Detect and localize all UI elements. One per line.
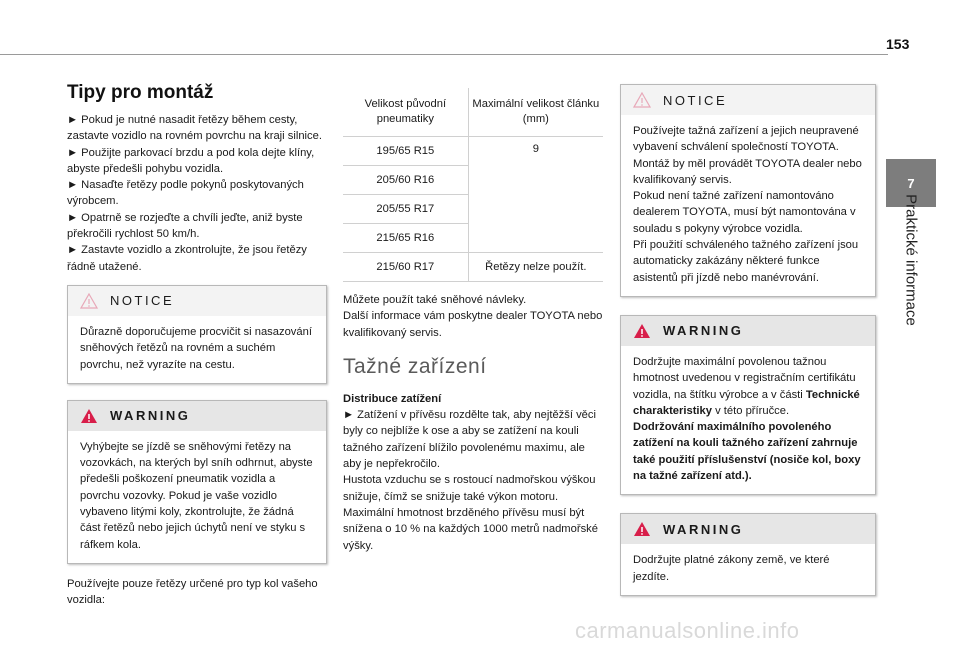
notice-title: NOTICE [663,92,728,108]
notice-box [620,84,876,297]
tyre-size: 215/65 R16 [343,224,468,253]
notice-header [621,85,875,115]
warning-header [68,401,326,431]
warning-text-a: Dodržujte maximální povolenou tažnou hmotnost uvedenou v registračním certifikátu vozidla, na štítku výrobce a v části [633,355,856,401]
chapter-tab[interactable]: 7 [886,159,936,207]
warning-box [620,513,876,596]
tyre-size: 205/60 R16 [343,166,468,195]
caution-triangle-icon [633,92,651,108]
table-header-tyre: Velikost původní pneumatiky [343,88,468,137]
max-link-size: 9 [468,137,603,253]
tyre-size: 205/55 R17 [343,195,468,224]
warning-text: Dodržujte platné zákony země, ve které jezdíte. [633,554,830,583]
tyre-size: 215/60 R17 [343,253,468,282]
chapter-label: Praktické informace [902,194,920,326]
warning-text [633,354,863,484]
load-distribution-text: ► Zatížení v přívěsu rozdělte tak, aby nejtěžší věci byly co nejblíže k ose a aby se zatížení na kouli tažného zařízení blížilo povolenému maximu, ale aby je nepřekročilo. Hustota vzduchu se s rostoucí nadmořskou výškou snižuje, čímž se snižuje také výkon motoru. Maximální hmotnost brzděného přívěsu musí být snížena o 10 % na každých 1000 metrů nadmořské výšky. [343,409,598,552]
warning-text-d: Dodržování maximálního povoleného zatížení na kouli tažného zařízení zahrnuje také použití příslušenství (nosiče kol, boxy na tažné zařízení atd.). [633,421,861,483]
warning-box [620,315,876,495]
table-row [343,137,603,166]
snow-covers-note: Můžete použít také sněhové návleky. Další informace vám poskytne dealer TOYOTA nebo kvalifikovaný servis. [343,294,603,339]
warning-text-c: v této příručce. [712,404,790,417]
column-right [620,84,876,596]
caution-triangle-icon [80,293,98,309]
warning-title: WARNING [663,323,744,339]
warning-triangle-icon [80,408,98,424]
tyre-size: 195/65 R15 [343,137,468,166]
warning-header [621,514,875,544]
notice-text: Používejte tažná zařízení a jejich neupravené vybavení schválení společností TOYOTA. Montáž by měl provádět TOYOTA dealer nebo kvalifikovaný servis. Pokud není tažné zařízení namontováno dealerem TOYOTA, musí být namontována v souladu s pokyny výrobce vozidla. Při použití schváleného tažného zařízení jsou automaticky zakázány některé funkce asistentů při jízdě nebo manévrování. [633,125,862,284]
warning-text: Vyhýbejte se jízdě se sněhovými řetězy na vozovkách, na kterých byl sníh odhrnut, abyste předešli poškození pneumatik vozidla a povrchu vozovky. Pokud je vaše vozidlo vybaveno litými koly, zkontrolujte, že žádná část řetězů nebo jejich úchytů není ve styku s ráfkem kola. [80,440,313,551]
warning-triangle-icon [633,323,651,339]
warning-triangle-icon [633,521,651,537]
warning-title: WARNING [663,521,744,537]
watermark: carmanualsonline.info [575,618,800,643]
notice-box [67,285,327,384]
notice-text: Důrazně doporučujeme procvičit si nasazování sněhových řetězů na rovném a suchém povrchu, než vyrazíte na cestu. [80,325,312,371]
top-rule [0,54,888,55]
table-row [343,253,603,282]
table-header-link: Maximální velikost článku (mm) [468,88,603,137]
no-chains-cell: Řetězy nelze použít. [468,253,603,282]
chains-note: Používejte pouze řetězy určené pro typ kol vašeho vozidla: [67,577,318,607]
chain-size-table [343,88,603,282]
mounting-tips: ► Pokud je nutné nasadit řetězy během cesty, zastavte vozidlo na rovném povrchu na kraji silnice. ► Použijte parkovací brzdu a pod kola dejte klíny, abyste předešli pohybu vozidla. ► Nasaďte řetězy podle pokynů poskytovaných výrobcem. ► Opatrně se rozjeďte a chvíli jeďte, aniž byste překročili rychlost 50 km/h. ► Zastavte vozidlo a zkontrolujte, že jsou řetězy řádně utažené. [67,114,322,273]
warning-text-ref: Technické charakteristiky [633,388,860,417]
notice-header [68,286,326,316]
warning-header [621,316,875,346]
warning-box [67,400,327,564]
column-left [67,82,327,609]
load-distribution-subheading: Distribuce zatížení [343,392,442,405]
warning-title: WARNING [110,408,191,424]
towing-heading: Tažné zařízení [343,354,487,378]
table-header-row [343,88,603,137]
section-heading: Tipy pro montáž [67,82,214,103]
column-middle [343,88,603,554]
page-number: 153 [886,36,910,52]
notice-title: NOTICE [110,293,175,309]
